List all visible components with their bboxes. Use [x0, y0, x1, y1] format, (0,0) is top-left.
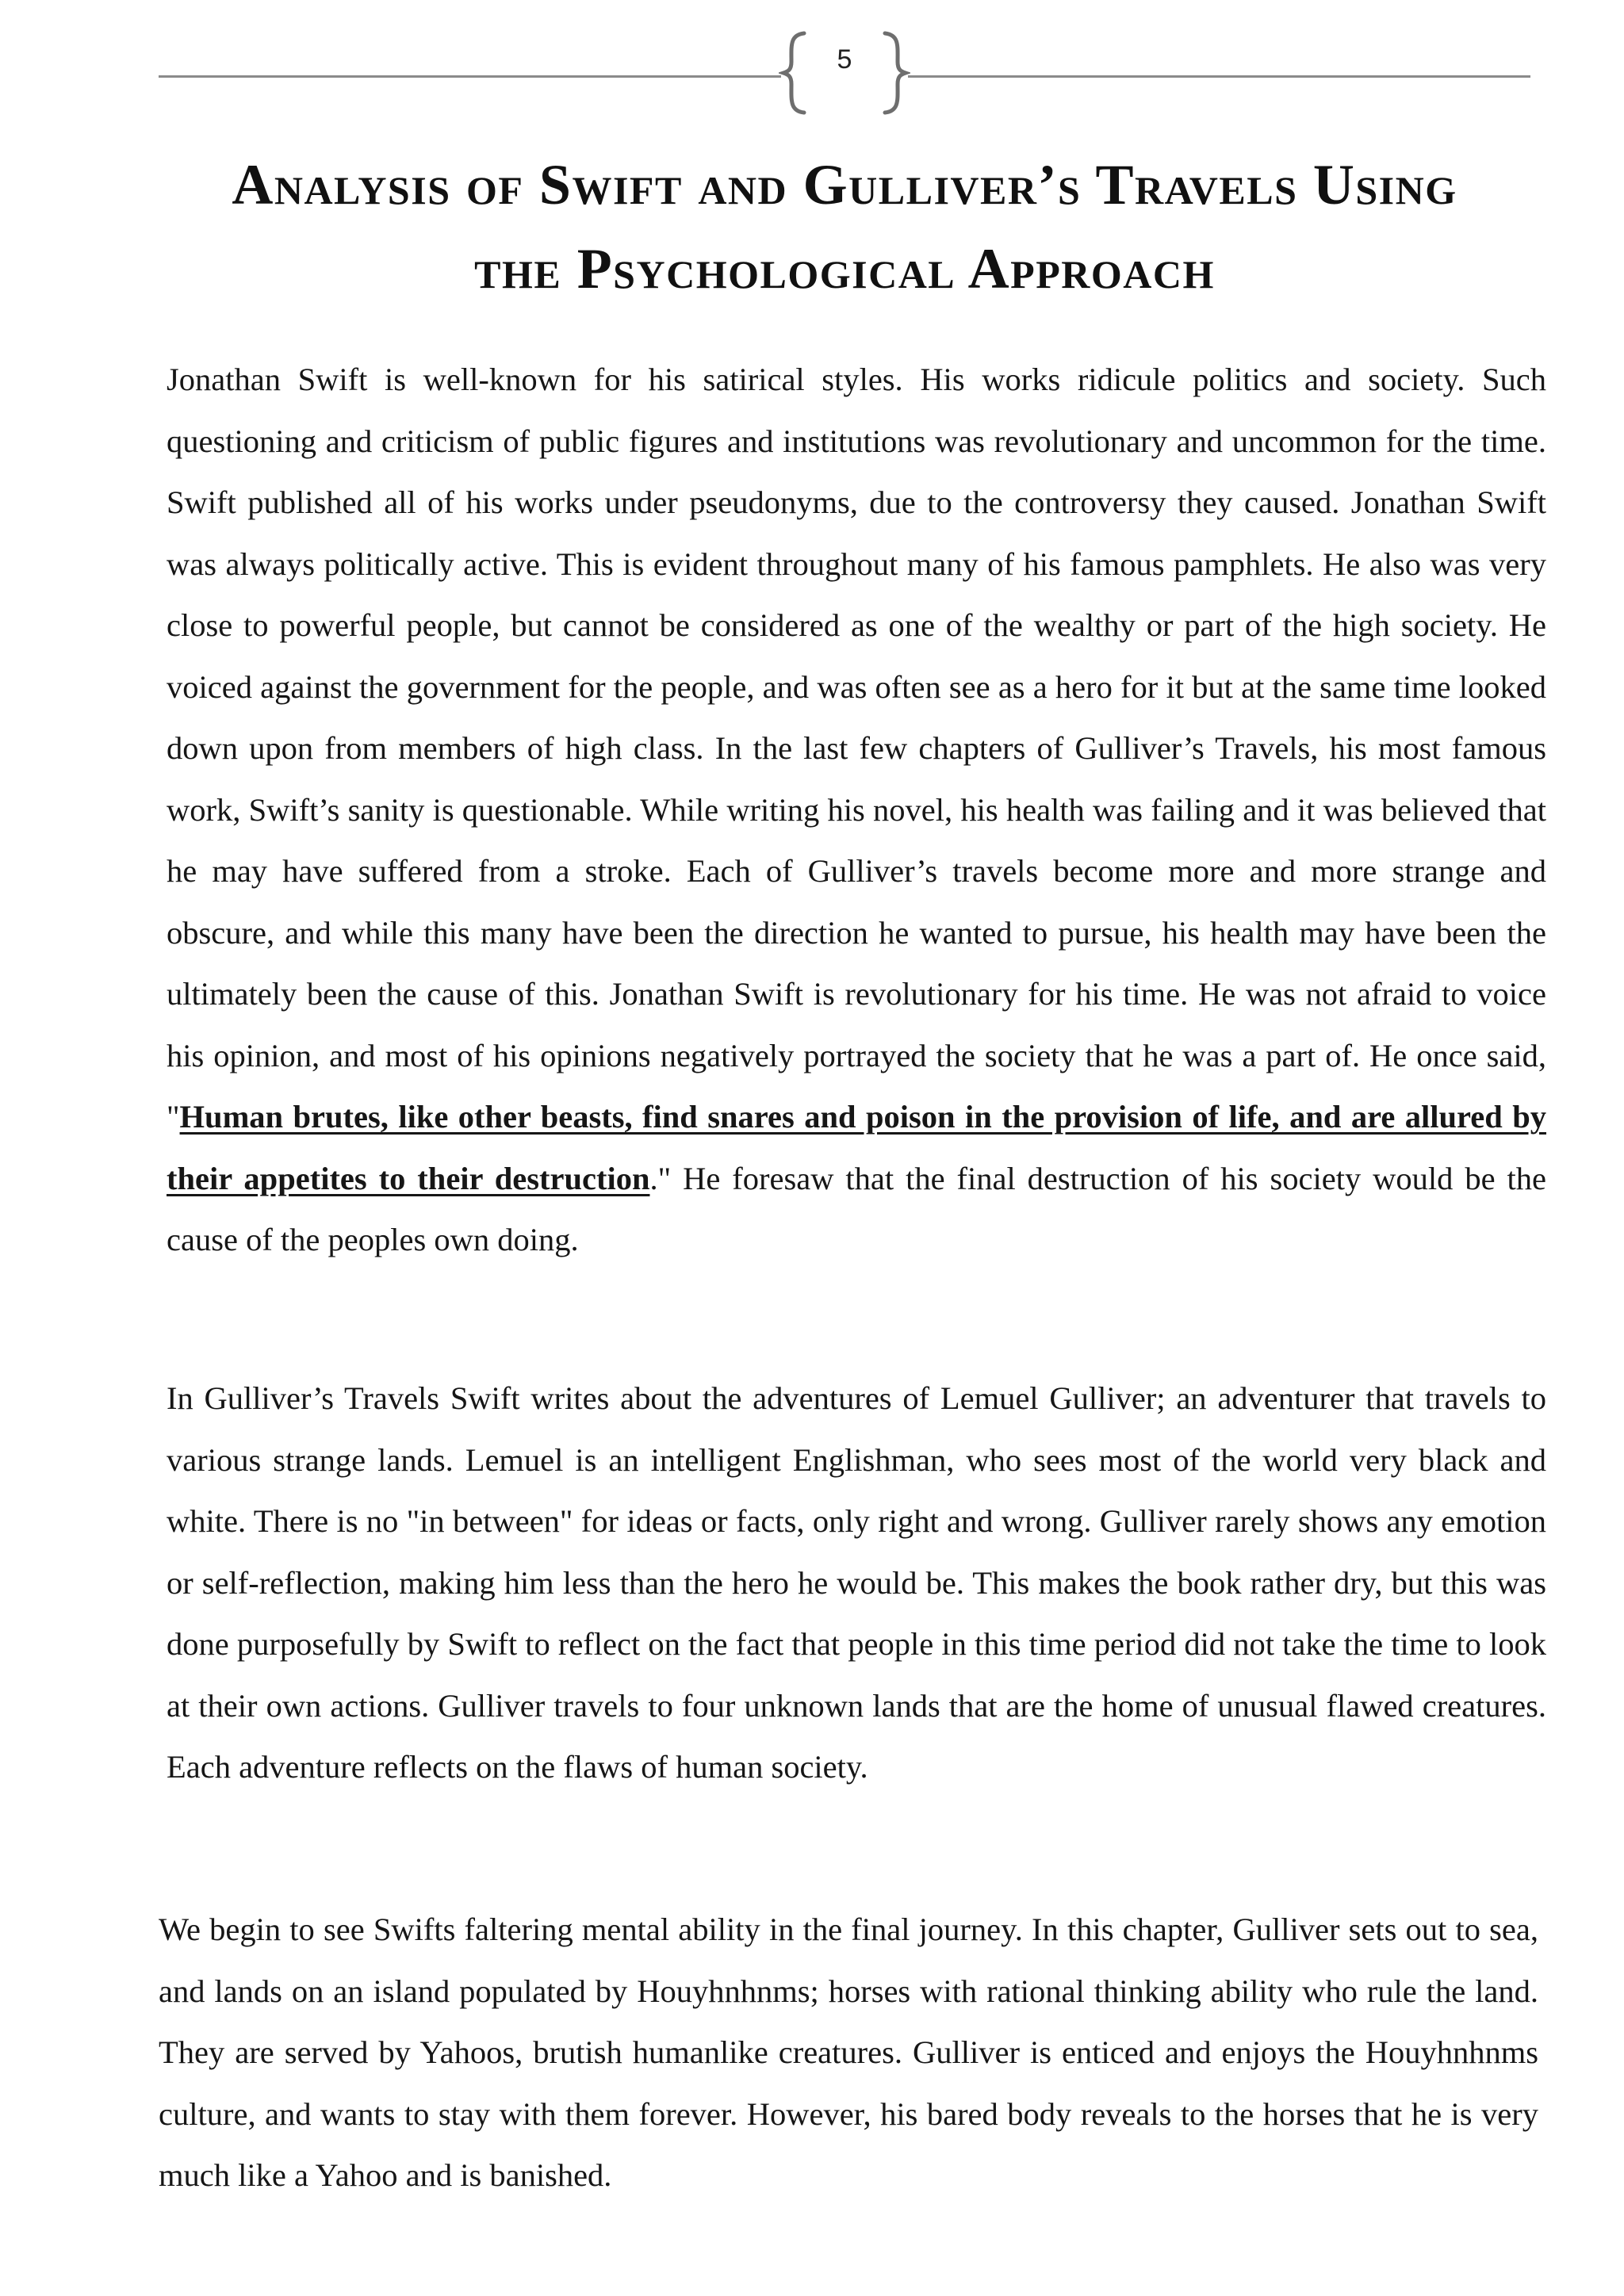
page-header [159, 30, 1530, 117]
title-line-1: Analysis of Swift and Gulliver’s Travels Using [232, 153, 1457, 216]
paragraph-1-text: Jonathan Swift is well-known for his satirical styles. His works ridicule politics and society. Such questioning and criticism of public figures and institutions was revolutionary and uncommon for the time. Swift published all of his works under pseudonyms, due to the controversy they caused. Jonathan Swift was always politically active. This is evident throughout many of his famous pamphlets. He also was very close to powerful people, but cannot be considered as one of the wealthy or part of the high society. He voiced against the government for the people, and was often see as a hero for it but at the same time looked down upon from members of high class. In the last few chapters of Gulliver’s Travels, his most famous work, Swift’s sanity is questionable. While writing his novel, his health was failing and it was believed that he may have suffered from a stroke. Each of Gulliver’s travels become more and more strange and obscure, and while this many have been the direction he wanted to pursue, his health may have been the ultimately been the cause of this. Jonathan Swift is revolutionary for his time. He was not afraid to voice his opinion, and most of his opinions negatively portrayed the society that he was a part of. He once said, " [167, 362, 1546, 1135]
page-title [119, 143, 1570, 311]
right-bracket-icon [879, 30, 910, 116]
page-number: 5 [837, 44, 852, 75]
paragraph-1 [159, 349, 1546, 1271]
paragraph-3: We begin to see Swifts faltering mental ability in the final journey. In this chapter, Gulliver sets out to sea, and lands on an island populated by Houyhnhnms; horses with rational thinking ability who rule the land. They are served by Yahoos, brutish humanlike creatures. Gulliver is enticed and enjoys the Houyhnhnms culture, and wants to stay with them forever. However, his bared body reveals to the horses that he is very much like a Yahoo and is banished. [159, 1911, 1538, 2193]
title-line-2: the Psychological Approach [474, 237, 1215, 300]
swift-quote: Human brutes, like other beasts, find snares and poison in the provision of life, and are allured by their appetites to their destruction [167, 1099, 1546, 1196]
header-rule-right [908, 75, 1530, 78]
header-rule-left [159, 75, 781, 78]
paragraph-2: In Gulliver’s Travels Swift writes about the adventures of Lemuel Gulliver; an adventurer that travels to various strange lands. Lemuel is an intelligent Englishman, who sees most of the world very black and white. There is no "in between" for ideas or facts, only right and wrong. Gulliver rarely shows any emotion or self-reflection, making him less than the hero he would be. This makes the book rather dry, but this was done purposefully by Swift to reflect on the fact that people in this time period did not take the time to look at their own actions. Gulliver travels to four unknown lands that are the home of unusual flawed creatures. Each adventure reflects on the flaws of human society. [167, 1380, 1546, 1785]
paragraph-1-text-end: ." He foresaw that the final destruction of his society would be the cause of the peoples own doing. [167, 1160, 1546, 1257]
